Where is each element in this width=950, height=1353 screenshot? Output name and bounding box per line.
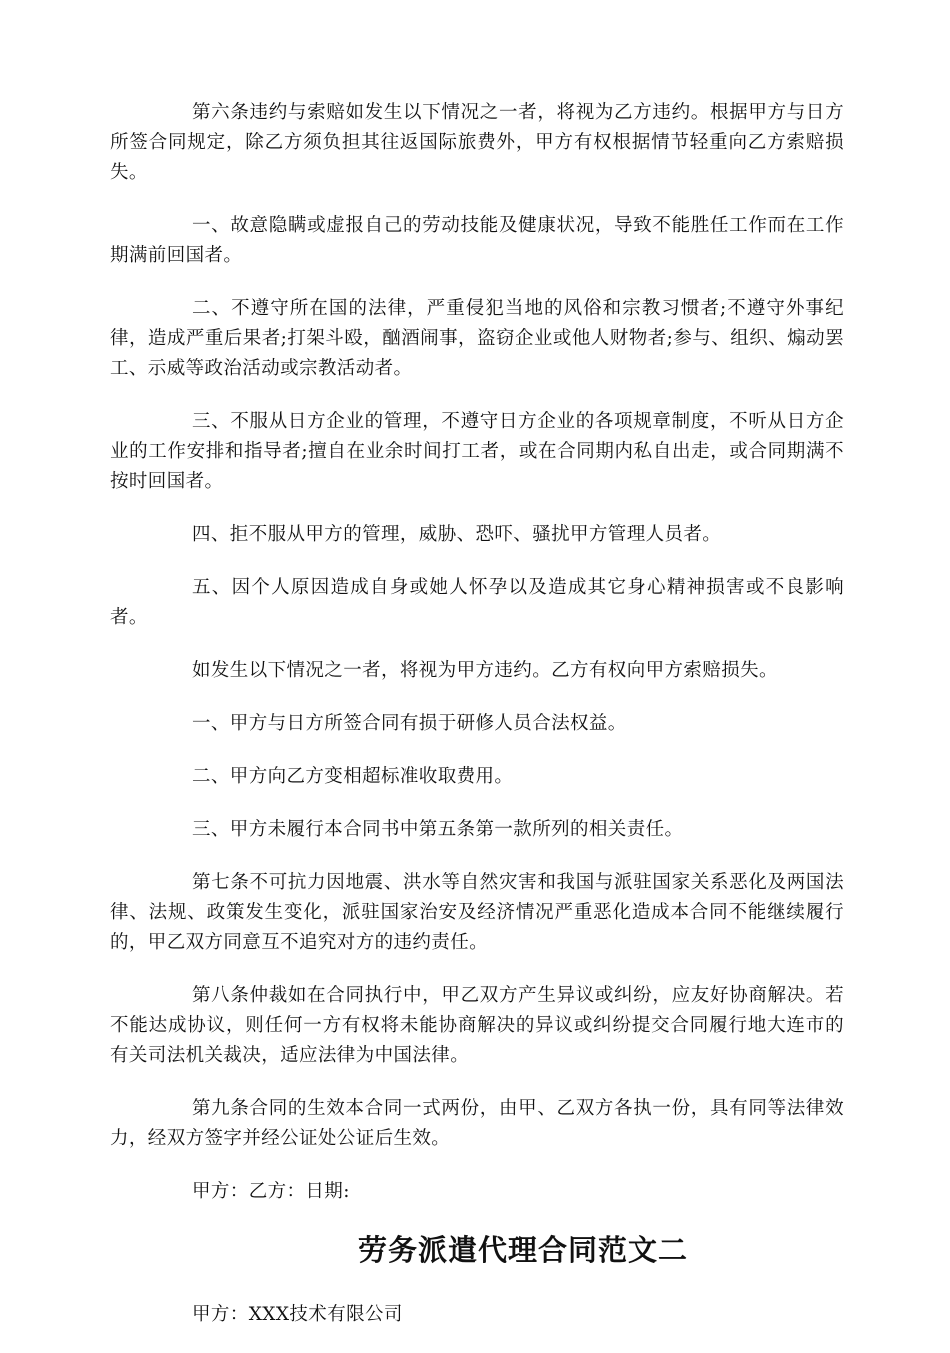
party-a-name: 甲方：XXX技术有限公司 (192, 1304, 403, 1325)
party-a-breach-item-2: 二、甲方向乙方变相超标准收取费用。 (192, 766, 514, 787)
breach-item-5: 五、因个人原因造成自身或她人怀孕以及造成其它身心精神损害或不良影响者。 (110, 577, 844, 628)
document-page (110, 98, 844, 1353)
party-a-breach-item-1: 一、甲方与日方所签合同有损于研修人员合法权益。 (192, 713, 627, 734)
breach-item-4: 四、拒不服从甲方的管理，威胁、恐吓、骚扰甲方管理人员者。 (192, 524, 722, 545)
clause-8-arbitration: 第八条仲裁如在合同执行中，甲乙双方产生异议或纠纷，应友好协商解决。若不能达成协议，则任何一方有权将未能协商解决的异议或纠纷提交合同履行地大连市的有关司法机关裁决，适应法律为中国法律。 (110, 985, 844, 1066)
breach-item-3: 三、不服从日方企业的管理，不遵守日方企业的各项规章制度，不听从日方企业的工作安排和指导者;擅自在业余时间打工者，或在合同期内私自出走，或合同期满不按时回国者。 (110, 411, 844, 492)
clause-9-effectiveness: 第九条合同的生效本合同一式两份，由甲、乙双方各执一份，具有同等法律效力，经双方签字并经公证处公证后生效。 (110, 1098, 844, 1149)
section-title: 劳务派遣代理合同范文二 (357, 1233, 688, 1267)
party-a-breach-item-3: 三、甲方未履行本合同书中第五条第一款所列的相关责任。 (192, 819, 684, 840)
clause-7-force-majeure: 第七条不可抗力因地震、洪水等自然灾害和我国与派驻国家关系恶化及两国法律、法规、政策发生变化，派驻国家治安及经济情况严重恶化造成本合同不能继续履行的，甲乙双方同意互不追究对方的违约责任。 (110, 872, 844, 953)
party-a-breach-intro: 如发生以下情况之一者，将视为甲方违约。乙方有权向甲方索赔损失。 (192, 660, 778, 681)
breach-item-2: 二、不遵守所在国的法律，严重侵犯当地的风俗和宗教习惯者;不遵守外事纪律，造成严重后果者;打架斗殴，酗酒闹事，盗窃企业或他人财物者;参与、组织、煽动罢工、示威等政治活动或宗教活动者。 (110, 298, 844, 379)
signature-line: 甲方：乙方：日期: (192, 1181, 350, 1202)
clause-6-breach-paragraph: 第六条违约与索赔如发生以下情况之一者，将视为乙方违约。根据甲方与日方所签合同规定，除乙方须负担其往返国际旅费外，甲方有权根据情节轻重向乙方索赔损失。 (110, 102, 844, 183)
breach-item-1: 一、故意隐瞒或虚报自己的劳动技能及健康状况，导致不能胜任工作而在工作期满前回国者。 (110, 215, 844, 266)
